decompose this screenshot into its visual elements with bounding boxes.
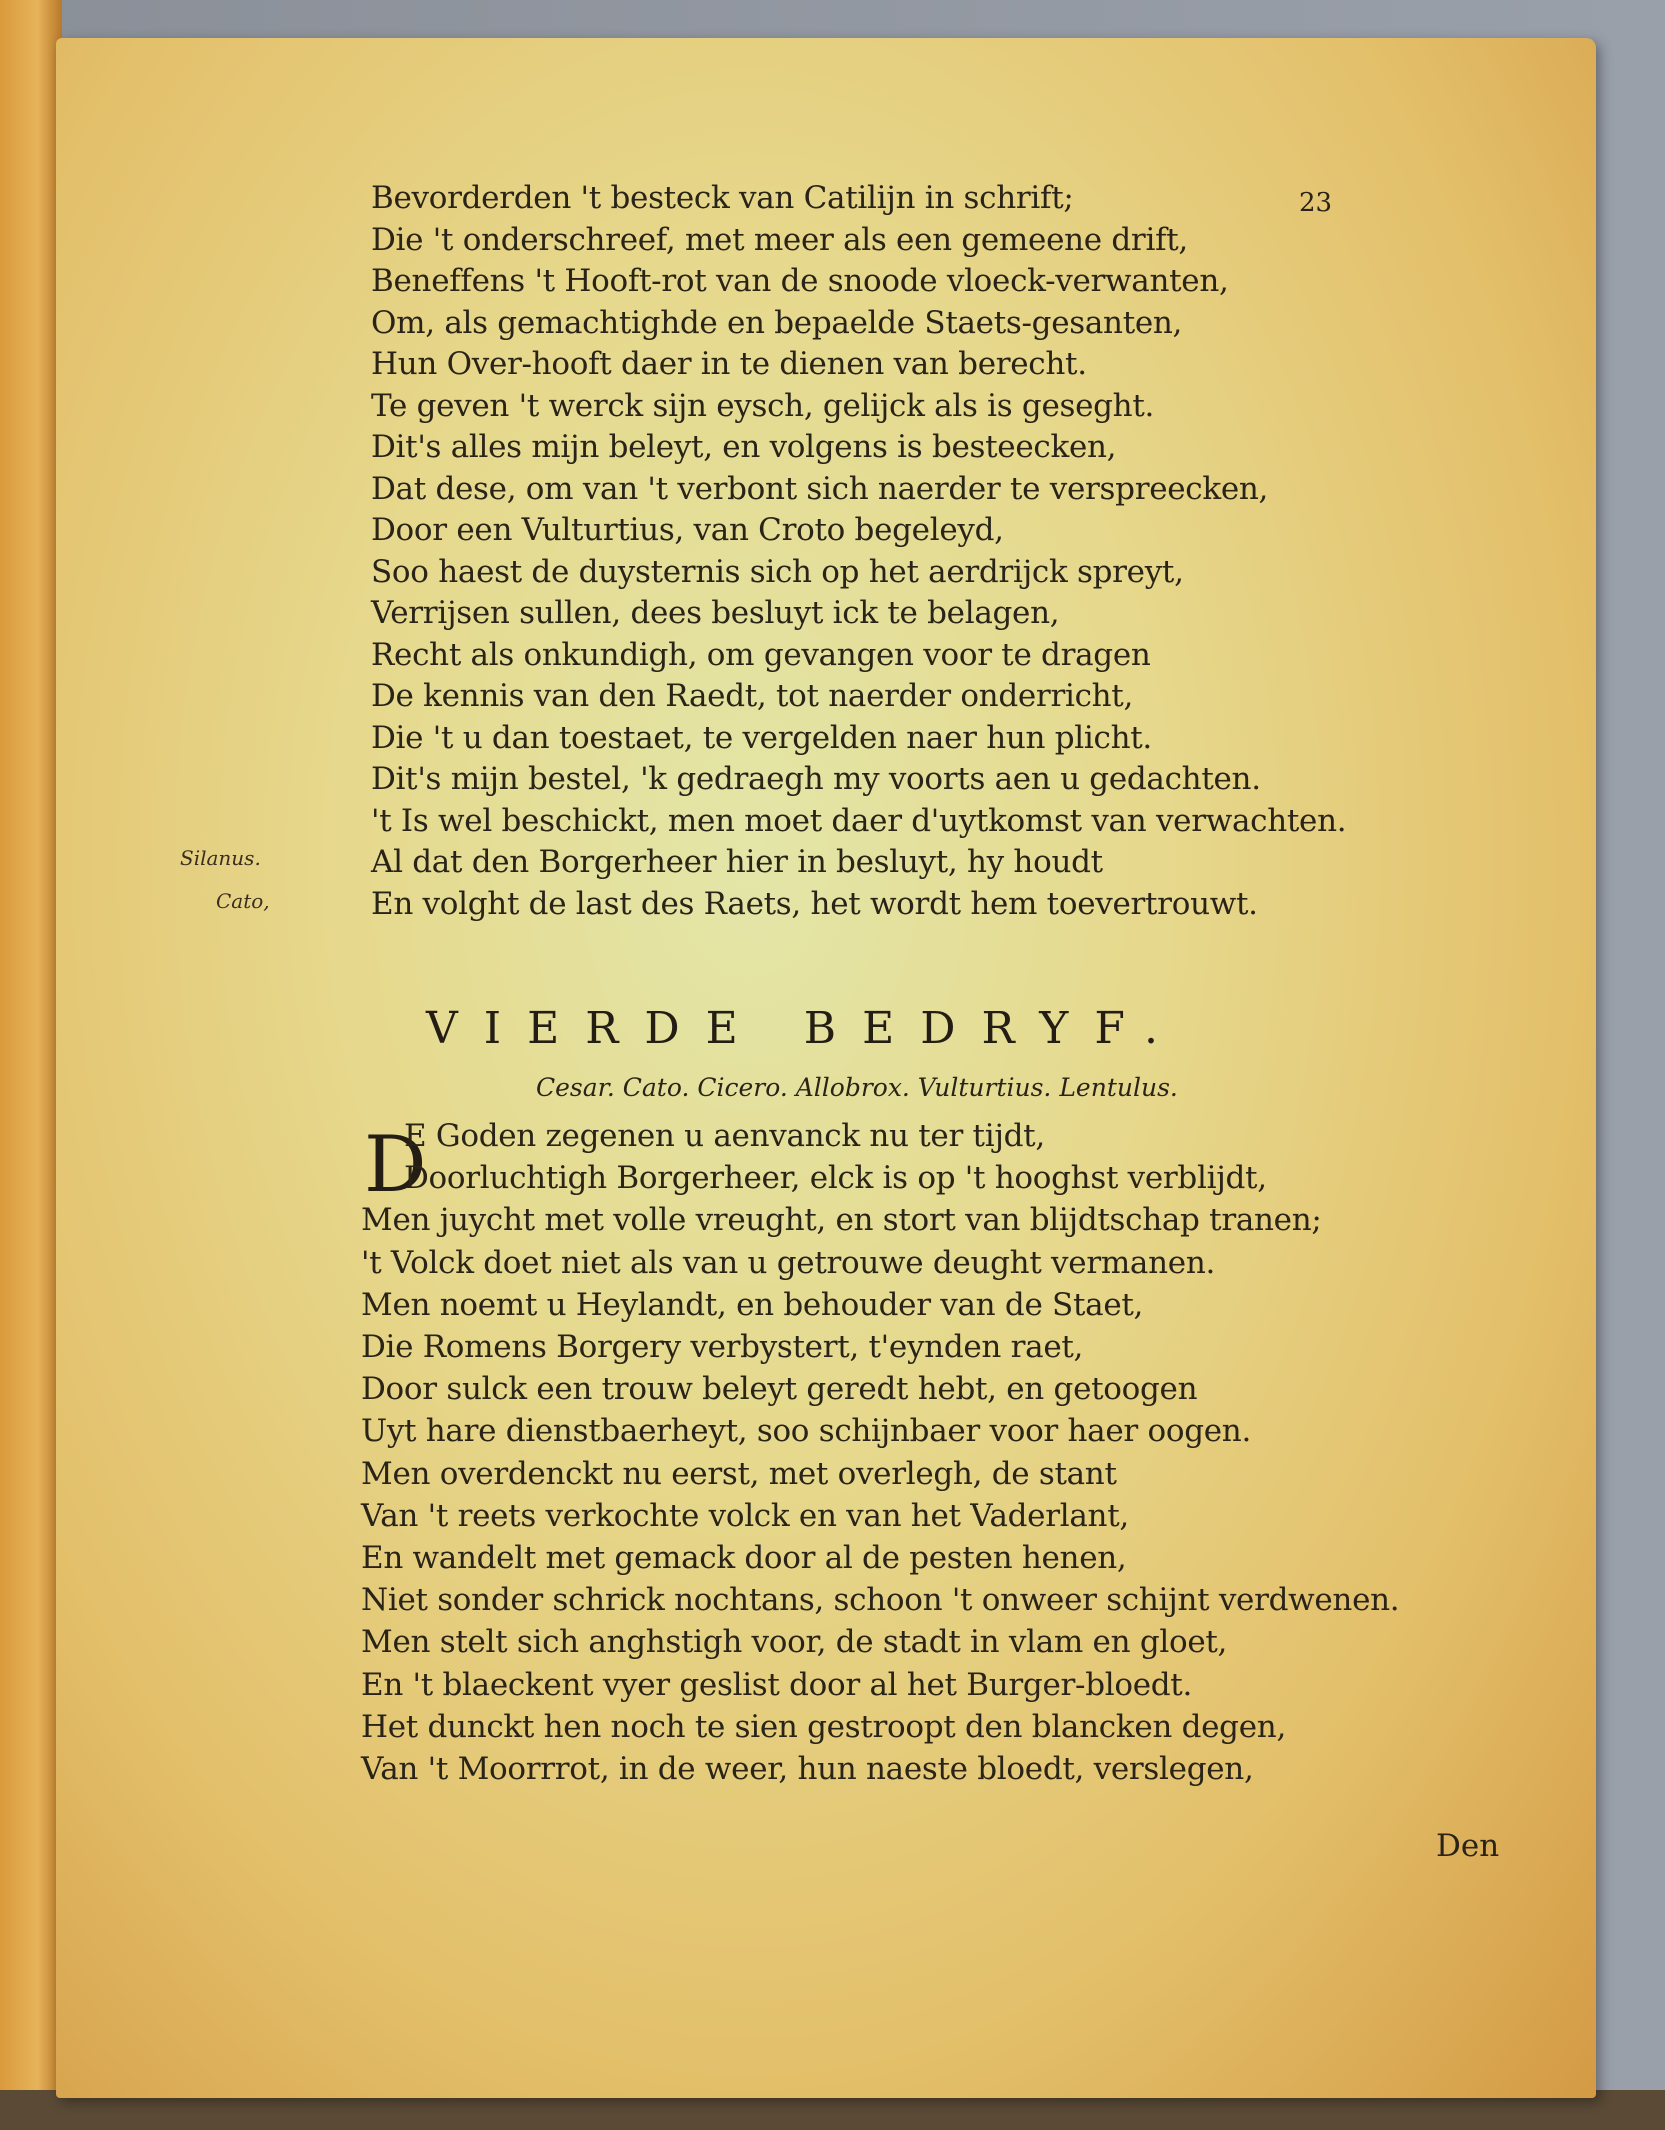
verse-line: Men stelt sich anghstigh voor, de stadt in vlam en gloet, [361,1624,1228,1661]
drop-cap: D [364,1120,427,1210]
verse-line: Bevorderden 't besteck van Catilijn in schrift; [371,180,1074,216]
verse-line: De kennis van den Raedt, tot naerder onderricht, [371,678,1134,714]
verse-line: En volght de last des Raets, het wordt hem toevertrouwt. [371,885,1258,922]
verse-line: Beneffens 't Hooft-rot van de snoode vloeck-verwanten, [371,263,1229,299]
page-number: 23 [1299,188,1333,218]
verse-line: En 't blaeckent vyer geslist door al het Burger-bloedt. [361,1666,1193,1703]
speaker-cato: Cato, [216,889,270,913]
verse-line: Van 't reets verkochte volck en van het Vaderlant, [361,1497,1129,1534]
verse-line: Door sulck een trouw beleyt geredt hebt, en getoogen [361,1371,1198,1408]
book-page [56,38,1596,2098]
verse-line: Die 't u dan toestaet, te vergelden naer hun plicht. [371,719,1152,756]
facing-page-edge [0,0,62,2130]
verse-line: Hun Over-hooft daer in te dienen van berecht. [371,346,1087,382]
verse-line: Men noemt u Heylandt, en behouder van de Staet, [361,1286,1144,1323]
verse-line: Dit's alles mijn beleyt, en volgens is besteecken, [371,429,1117,465]
verse-line: Men overdenckt nu eerst, met overlegh, de stant [361,1455,1117,1492]
verse-line: E Goden zegenen u aenvanck nu ter tijdt, [404,1118,1045,1154]
verse-line: Uyt hare dienstbaerheyt, soo schijnbaer voor haer oogen. [361,1413,1252,1450]
verse-line: Dit's mijn bestel, 'k gedraegh my voorts aen u gedachten. [371,761,1261,797]
verse-line: En wandelt met gemack door al de pesten henen, [361,1540,1127,1576]
cast-list: Cesar. Cato. Cicero. Allobrox. Vulturtius. Lentulus. [536,1073,1178,1102]
verse-line: Soo haest de duysternis sich op het aerdrijck spreyt, [371,553,1184,590]
act-heading: VIERDE BEDRYF. [426,1003,1185,1054]
verse-line: Men juycht met volle vreught, en stort van blijdtschap tranen; [361,1202,1322,1239]
verse-line: Van 't Moorrrot, in de weer, hun naeste bloedt, verslegen, [361,1751,1254,1787]
verse-line: Om, als gemachtighde en bepaelde Staets-gesanten, [371,304,1183,341]
verse-line: Recht als onkundigh, om gevangen voor te dragen [371,636,1151,673]
verse-line: Dat dese, om van 't verbont sich naerder te verspreecken, [371,470,1269,507]
verse-line: Door een Vulturtius, van Croto begeleyd, [371,512,1004,548]
catchword: Den [1436,1828,1500,1864]
verse-line: Te geven 't werck sijn eysch, gelijck als is geseght. [371,387,1155,424]
verse-line: Die Romens Borgery verbystert, t'eynden raet, [361,1329,1084,1365]
verse-line: Niet sonder schrick nochtans, schoon 't onweer schijnt verdwenen. [361,1582,1400,1619]
verse-line: Verrijsen sullen, dees besluyt ick te belagen, [371,595,1060,631]
verse-line: Doorluchtigh Borgerheer, elck is op 't hooghst verblijdt, [404,1160,1267,1197]
verse-line: 't Volck doet niet als van u getrouwe deught vermanen. [361,1244,1216,1281]
verse-line: Het dunckt hen noch te sien gestroopt den blancken degen, [361,1708,1286,1745]
speaker-silanus: Silanus. [180,846,261,870]
verse-line: Al dat den Borgerheer hier in besluyt, hy houdt [371,844,1103,880]
verse-line: Die 't onderschreef, met meer als een gemeene drift, [371,221,1188,258]
verse-line: 't Is wel beschickt, men moet daer d'uytkomst van verwachten. [371,802,1347,839]
